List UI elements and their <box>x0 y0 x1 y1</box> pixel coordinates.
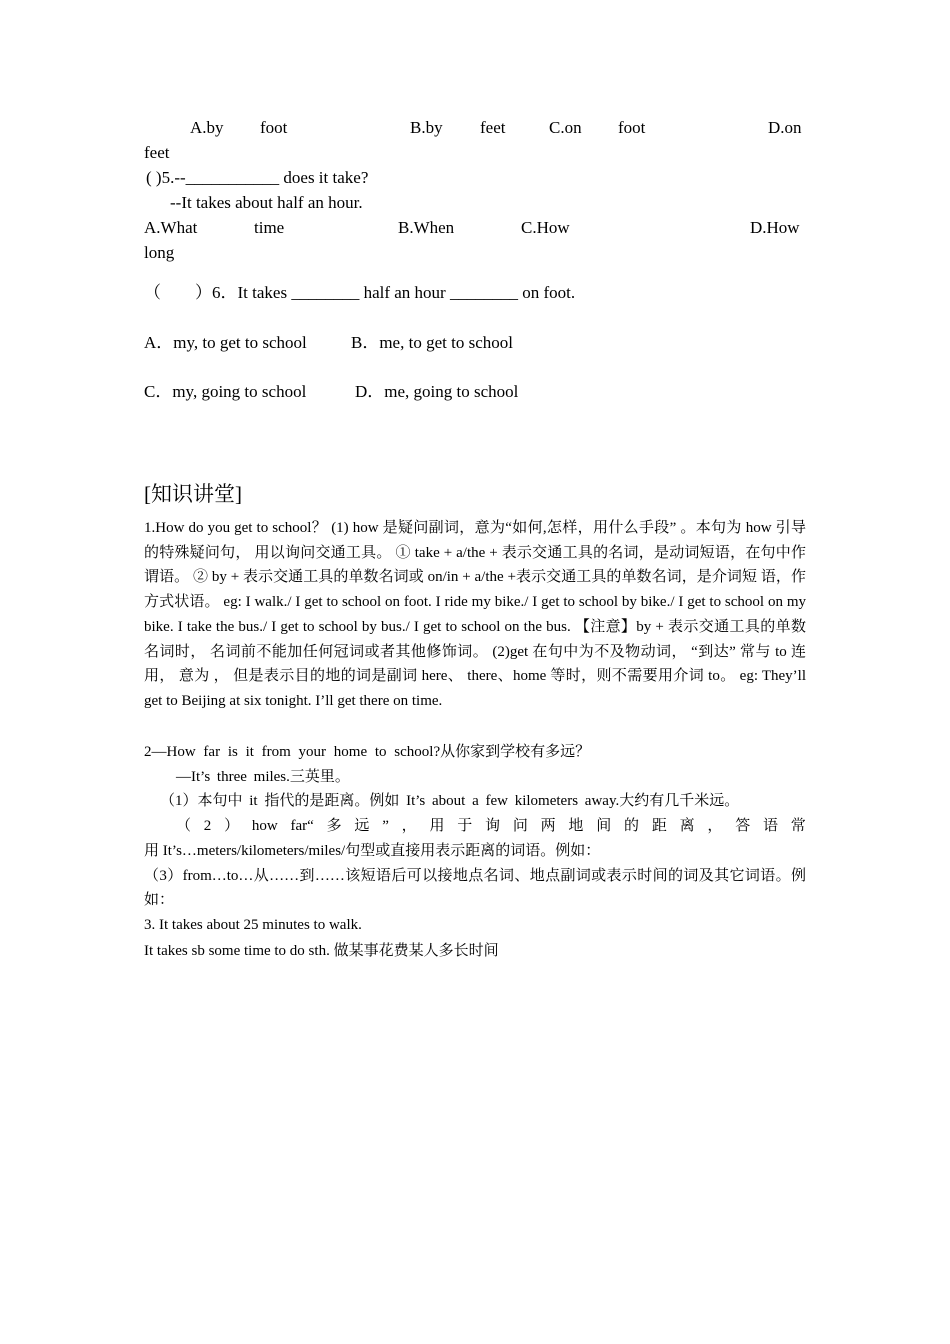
k2-2-token: 多 <box>326 818 342 834</box>
knowledge-point-2-question: 2—How far is it from your home to school?从你家到学校有多远？ <box>144 744 591 760</box>
knowledge-point-2-continued <box>144 839 806 938</box>
q6-option-c: C．my, going to school <box>144 382 307 401</box>
k2-2-token: 于 <box>457 818 473 834</box>
knowledge-point-2 <box>144 740 806 814</box>
q5-option-a-prefix: A.What <box>144 218 198 237</box>
k2-2-token: ， <box>707 818 723 834</box>
q5-option-c: C.How <box>521 218 570 237</box>
knowledge-point-4-text: It takes sb some time to do sth. 做某事花费某人多长时间 <box>144 943 499 959</box>
q4-option-b-word: feet <box>480 118 506 137</box>
k2-2-token: far“ <box>290 818 314 834</box>
k2-2-token: how <box>251 818 278 834</box>
k2-2-token: 离 <box>679 818 695 834</box>
k2-2-token: 距 <box>651 818 667 834</box>
k2-2-token: 答 <box>735 818 751 834</box>
knowledge-point-2-note-3: （3）from…to…从……到……该短语后可以接地点名词、地点副词或表示时间的词及其它词语。例如： <box>144 867 806 909</box>
k2-2-token: 询 <box>485 818 501 834</box>
k2-2-token: 地 <box>568 818 584 834</box>
knowledge-point-2-note-2-tail: 用 It’s…meters/kilometers/miles/句型或直接用表示距离的词语。例如： <box>144 843 601 859</box>
q5-option-d-wrap: long <box>144 243 175 262</box>
q5-option-d-prefix: D.How <box>750 218 800 237</box>
k2-2-token: 的 <box>624 818 640 834</box>
k2-2-token: 间 <box>596 818 612 834</box>
knowledge-point-2-note-1: （1）本句中 it 指代的是距离。例如 It’s about a few kilometers away.大约有几千米远。 <box>160 793 740 810</box>
q4-option-b-prefix: B.by <box>410 118 443 137</box>
knowledge-heading: [知识讲堂] <box>144 482 242 506</box>
q6-question: （ ）6．It takes ________ half an hour ________ on foot. <box>144 283 576 302</box>
knowledge-point-3: 3. It takes about 25 minutes to walk. <box>144 917 362 934</box>
knowledge-point-1-text: 1.How do you get to school？ (1) how 是疑问副词，意为“如何,怎样，用什么手段” 。本句为 how 引导的特殊疑问句， 用以询问交通工具。 ① take + a/the + 表示交通工具的名词，是动词短语，在句中作谓语。 ② by + 表示交通工具的单数名词或 on/in + a/the +表示交通工具的单数名词，是介词短 语，作方式状语。 eg: I walk./ I get to school on foot. I ride my bike./ I get to school by bike./ I get to school on my bike. I take the bus./ I get to school by bus./ I get to school on the bus. 【注意】by + 表示交通工具的单数名词时， 名词前不能加任何冠词或者其他修饰词。 (2)get 在句中为不及物动词， “到达” 常与 to 连用， 意为 ， 但是表示目的地的词是副词 here、 there、home 等时，则不需要用介词 to。 eg: They’ll get to Beijing at six tonight. I’ll get there on time. <box>144 520 806 709</box>
k2-2-token: 远 <box>354 818 370 834</box>
q5-answer-line: --It takes about half an hour. <box>170 193 363 212</box>
k2-2-token: 用 <box>429 818 445 834</box>
q5-question: ( )5.--___________ does it take? <box>146 168 369 187</box>
q4-option-a-prefix: A.by <box>190 118 224 137</box>
q5-option-a-word: time <box>254 218 285 237</box>
k2-2-token: 问 <box>512 818 528 834</box>
k2-2-token: ） <box>224 818 240 834</box>
q6-option-b: B．me, to get to school <box>351 333 513 352</box>
q4-option-d-wrap: feet <box>144 143 170 162</box>
q6-option-a: A．my, to get to school <box>144 333 307 352</box>
q5-option-b: B.When <box>398 218 455 237</box>
q4-option-d-prefix: D.on <box>768 118 802 137</box>
k2-2-token: 常 <box>790 818 806 834</box>
k2-2-token: 2 <box>203 818 212 834</box>
k2-2-token: （ <box>176 818 192 834</box>
knowledge-point-1 <box>144 516 806 714</box>
q4-option-a-word: foot <box>260 118 288 137</box>
k2-2-token: 两 <box>540 818 556 834</box>
q4-option-c-word: foot <box>618 118 646 137</box>
knowledge-point-4 <box>144 939 806 964</box>
k2-2-token: 语 <box>763 818 779 834</box>
knowledge-point-2-note-2-line <box>144 814 806 839</box>
q6-option-d: D．me, going to school <box>355 382 519 401</box>
k2-2-token: ， <box>401 818 417 834</box>
q4-option-c-prefix: C.on <box>549 118 582 137</box>
knowledge-point-2-answer: —It’s three miles.三英里。 <box>176 768 350 785</box>
k2-2-token: ” <box>382 818 389 834</box>
